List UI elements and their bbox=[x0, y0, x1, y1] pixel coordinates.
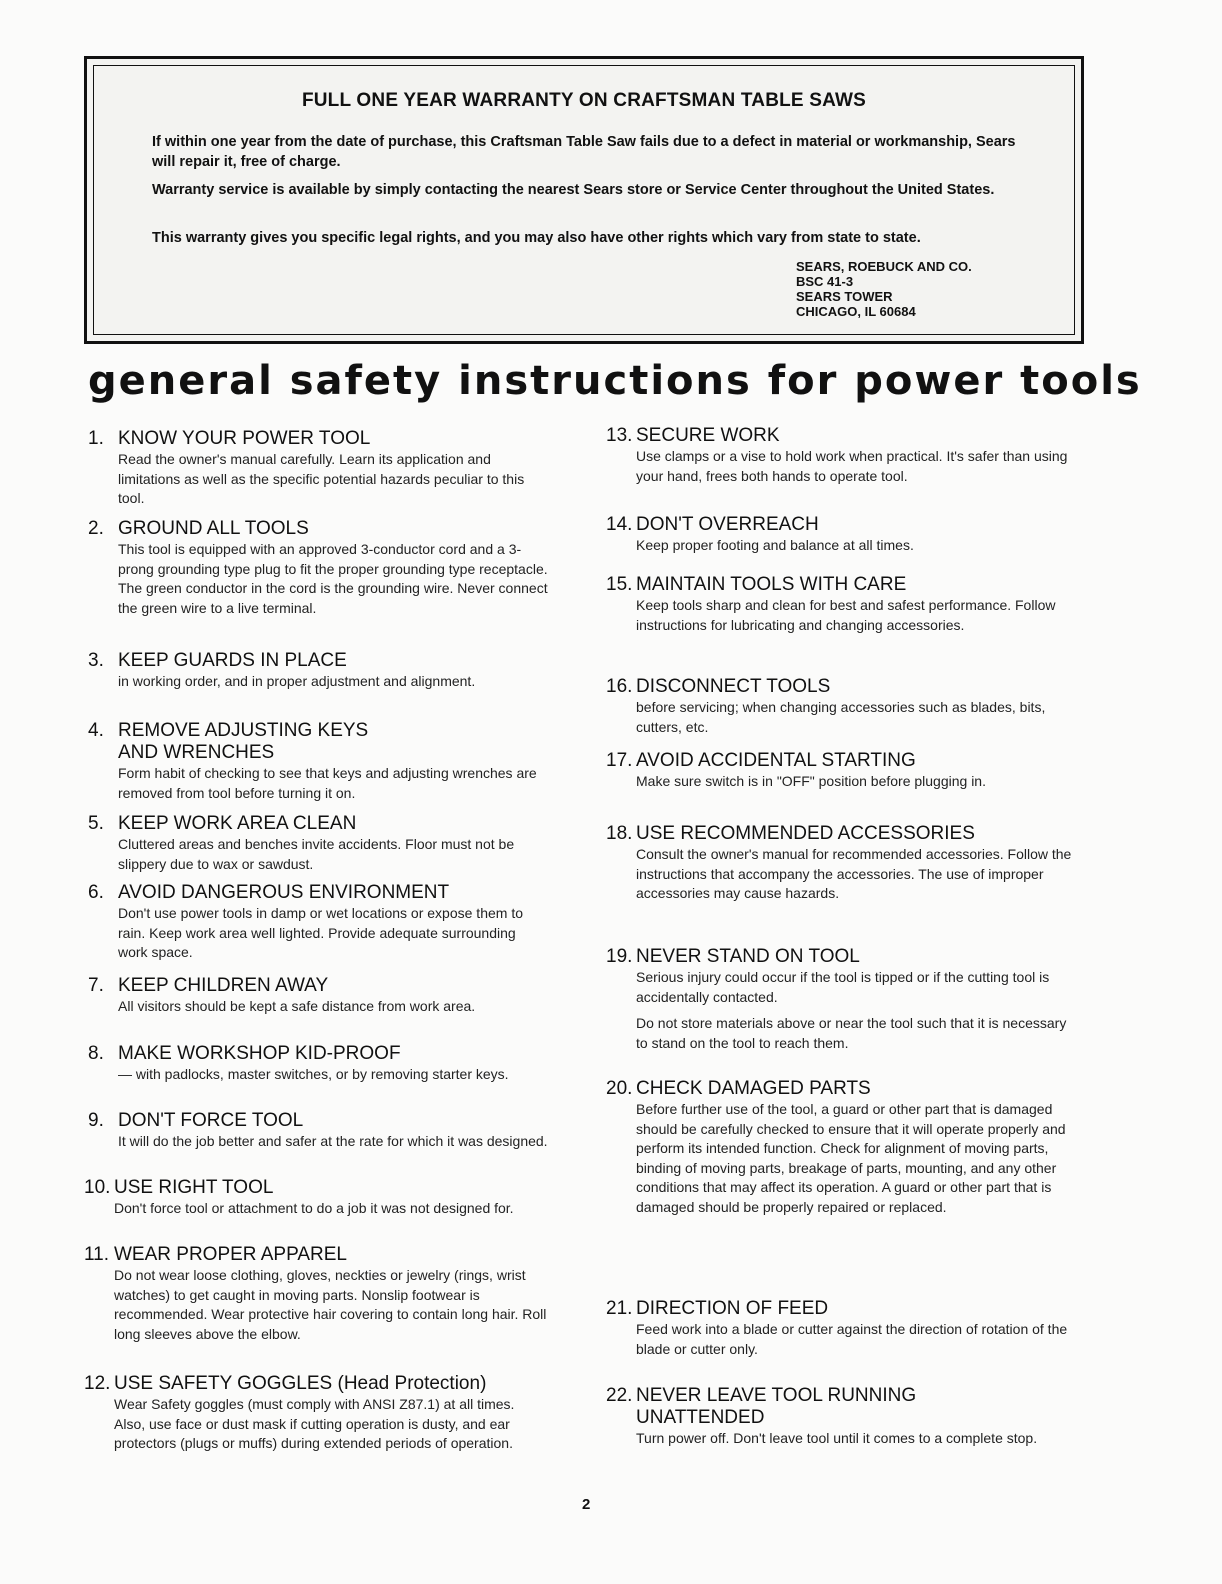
instruction-body: Cluttered areas and benches invite accidents. Floor must not be slippery due to wax or sawdust. bbox=[118, 836, 515, 872]
instruction-heading bbox=[88, 720, 548, 742]
instruction-item bbox=[606, 1385, 1078, 1449]
instruction-heading-text: GROUND ALL TOOLS bbox=[118, 518, 309, 539]
warranty-paragraph: This warranty gives you specific legal rights, and you may also have other rights which vary from state to state. bbox=[152, 230, 921, 246]
instruction-heading bbox=[606, 823, 1078, 845]
instruction-heading-text: AVOID DANGEROUS ENVIRONMENT bbox=[118, 882, 450, 903]
instruction-number: 18. bbox=[606, 823, 633, 844]
instruction-item bbox=[84, 1177, 548, 1219]
warranty-box bbox=[84, 56, 1084, 344]
instruction-heading bbox=[606, 676, 1078, 698]
instruction-heading bbox=[88, 882, 548, 904]
instruction-item bbox=[88, 428, 548, 509]
instruction-body: Read the owner's manual carefully. Learn its application and limitations as well as the specific potential hazards peculiar to this tool. bbox=[118, 451, 525, 506]
instruction-body: This tool is equipped with an approved 3-conductor cord and a 3-prong grounding type plug to fit the proper grounding type receptacle. The green conductor in the cord is the grounding wire. Never connect the green wire to a live terminal. bbox=[118, 541, 548, 616]
instruction-heading bbox=[84, 1373, 548, 1395]
instruction-body: Make sure switch is in "OFF" position before plugging in. bbox=[636, 773, 986, 789]
instruction-heading bbox=[88, 650, 548, 672]
instruction-item bbox=[606, 1078, 1084, 1217]
address-line: CHICAGO, IL 60684 bbox=[796, 304, 916, 319]
instruction-number: 9. bbox=[88, 1110, 104, 1131]
instruction-heading bbox=[606, 750, 1078, 772]
address-line: SEARS TOWER bbox=[796, 289, 893, 304]
instruction-heading bbox=[88, 813, 548, 835]
instruction-item bbox=[88, 1110, 548, 1152]
instruction-heading-text: WEAR PROPER APPAREL bbox=[114, 1244, 347, 1265]
instruction-body-extra: Do not store materials above or near the tool such that it is necessary to stand on the tool to reach them. bbox=[636, 1015, 1067, 1051]
instruction-body: Form habit of checking to see that keys and adjusting wrenches are removed from tool before turning it on. bbox=[118, 765, 537, 801]
instruction-body: Turn power off. Don't leave tool until it comes to a complete stop. bbox=[636, 1430, 1038, 1446]
instruction-heading bbox=[606, 946, 1078, 968]
instruction-number: 2. bbox=[88, 518, 104, 539]
instruction-body: Do not wear loose clothing, gloves, neckties or jewelry (rings, wrist watches) to get caught in moving parts. Nonslip footwear is recommended. Wear protective hair covering to contain long hair. Roll long sleeves above the elbow. bbox=[114, 1267, 547, 1342]
instruction-heading-text: KEEP CHILDREN AWAY bbox=[118, 975, 329, 996]
instruction-item bbox=[88, 813, 548, 874]
instruction-item bbox=[88, 518, 548, 618]
instruction-heading bbox=[88, 1110, 548, 1132]
address-line: SEARS, ROEBUCK AND CO. bbox=[796, 259, 972, 274]
instruction-heading-text: DISCONNECT TOOLS bbox=[636, 676, 831, 697]
instruction-heading-continued: AND WRENCHES bbox=[118, 742, 275, 763]
instruction-number: 1. bbox=[88, 428, 104, 449]
instruction-heading-text: KNOW YOUR POWER TOOL bbox=[118, 428, 371, 449]
instruction-body: Don't force tool or attachment to do a job it was not designed for. bbox=[114, 1200, 514, 1216]
instruction-body: All visitors should be kept a safe distance from work area. bbox=[118, 998, 476, 1014]
instruction-item bbox=[606, 574, 1078, 635]
instruction-heading bbox=[88, 428, 548, 450]
instruction-heading bbox=[88, 518, 548, 540]
instruction-body: — with padlocks, master switches, or by removing starter keys. bbox=[118, 1066, 509, 1082]
instruction-body: Consult the owner's manual for recommended accessories. Follow the instructions that accompany the accessories. The use of improper accessories may cause hazards. bbox=[636, 846, 1072, 901]
warranty-address bbox=[796, 259, 972, 319]
instruction-number: 10. bbox=[84, 1177, 111, 1198]
instruction-number: 5. bbox=[88, 813, 104, 834]
warranty-title: FULL ONE YEAR WARRANTY ON CRAFTSMAN TABLE SAWS bbox=[301, 90, 867, 111]
instruction-heading bbox=[606, 1078, 1084, 1100]
instruction-number: 15. bbox=[606, 574, 633, 595]
instruction-heading-text: USE RECOMMENDED ACCESSORIES bbox=[636, 823, 975, 844]
instruction-item bbox=[88, 1043, 548, 1085]
instruction-item bbox=[606, 1298, 1078, 1359]
instruction-heading bbox=[606, 1385, 1078, 1407]
instruction-number: 6. bbox=[88, 882, 104, 903]
instruction-body: in working order, and in proper adjustment and alignment. bbox=[118, 673, 476, 689]
instruction-heading-text: CHECK DAMAGED PARTS bbox=[636, 1078, 871, 1099]
instruction-heading-text: KEEP GUARDS IN PLACE bbox=[118, 650, 347, 671]
instruction-body: Serious injury could occur if the tool is tipped or if the cutting tool is accidentally contacted. bbox=[636, 969, 1050, 1005]
instruction-heading bbox=[88, 1043, 548, 1065]
warranty-inner-border bbox=[93, 65, 1075, 335]
instruction-item bbox=[84, 1244, 548, 1344]
instruction-heading-text: DIRECTION OF FEED bbox=[636, 1298, 829, 1319]
instruction-number: 12. bbox=[84, 1373, 111, 1394]
instruction-number: 19. bbox=[606, 946, 633, 967]
warranty-paragraph: Warranty service is available by simply contacting the nearest Sears store or Service Center throughout the United States. bbox=[152, 182, 995, 198]
instruction-heading-text: AVOID ACCIDENTAL STARTING bbox=[636, 750, 916, 771]
instruction-heading bbox=[84, 1244, 548, 1266]
instruction-item bbox=[88, 650, 548, 692]
instruction-heading-text: NEVER STAND ON TOOL bbox=[636, 946, 860, 967]
instruction-number: 22. bbox=[606, 1385, 633, 1406]
instruction-heading bbox=[606, 514, 1078, 536]
instruction-item bbox=[606, 425, 1078, 486]
instruction-heading-continued: UNATTENDED bbox=[636, 1407, 765, 1428]
warranty-paragraph: If within one year from the date of purchase, this Craftsman Table Saw fails due to a defect in material or workmanship, Sears will repair it, free of charge. bbox=[152, 134, 1016, 170]
instruction-item bbox=[84, 1373, 548, 1454]
instruction-body: Use clamps or a vise to hold work when practical. It's safer than using your hand, frees both hands to operate tool. bbox=[636, 448, 1068, 484]
instruction-number: 3. bbox=[88, 650, 104, 671]
instruction-heading-text: USE SAFETY GOGGLES (Head Protection) bbox=[114, 1373, 487, 1394]
instruction-heading bbox=[88, 975, 548, 997]
instruction-heading-text: MAINTAIN TOOLS WITH CARE bbox=[636, 574, 907, 595]
instruction-heading bbox=[606, 425, 1078, 447]
instruction-number: 21. bbox=[606, 1298, 633, 1319]
instruction-heading-text: REMOVE ADJUSTING KEYS bbox=[118, 720, 369, 741]
instruction-heading-text: MAKE WORKSHOP KID-PROOF bbox=[118, 1043, 401, 1064]
instruction-heading bbox=[84, 1177, 548, 1199]
instruction-item bbox=[88, 882, 548, 963]
instruction-item bbox=[606, 823, 1078, 904]
instruction-item bbox=[606, 946, 1078, 1053]
instruction-number: 7. bbox=[88, 975, 104, 996]
instruction-heading-text: NEVER LEAVE TOOL RUNNING bbox=[636, 1385, 917, 1406]
page-title: general safety instructions for power tools bbox=[88, 358, 1142, 404]
instruction-body: before servicing; when changing accessories such as blades, bits, cutters, etc. bbox=[636, 699, 1046, 735]
instruction-body: Don't use power tools in damp or wet locations or expose them to rain. Keep work area well lighted. Provide adequate surrounding work space. bbox=[118, 905, 523, 960]
instruction-body: Feed work into a blade or cutter against the direction of rotation of the blade or cutter only. bbox=[636, 1321, 1068, 1357]
instruction-number: 20. bbox=[606, 1078, 633, 1099]
instruction-number: 16. bbox=[606, 676, 633, 697]
instruction-body: It will do the job better and safer at the rate for which it was designed. bbox=[118, 1133, 548, 1149]
instruction-heading-text: DON'T FORCE TOOL bbox=[118, 1110, 304, 1131]
instruction-body: Before further use of the tool, a guard or other part that is damaged should be carefully checked to ensure that it will operate properly and perform its intended function. Check for alignment of moving parts, binding of moving parts, breakage of parts, mounting, and any other conditions that may affect its operation. A guard or other part that is damaged should be properly repaired or replaced. bbox=[636, 1101, 1066, 1215]
address-line: BSC 41-3 bbox=[796, 274, 854, 289]
instruction-heading-text: USE RIGHT TOOL bbox=[114, 1177, 274, 1198]
instruction-number: 4. bbox=[88, 720, 104, 741]
instruction-heading bbox=[606, 1298, 1078, 1320]
instruction-body: Wear Safety goggles (must comply with ANSI Z87.1) at all times. Also, use face or dust mask if cutting operation is dusty, and ear protectors (plugs or muffs) during extended periods of operation. bbox=[114, 1396, 515, 1451]
page-number: 2 bbox=[582, 1496, 591, 1513]
instruction-number: 8. bbox=[88, 1043, 104, 1064]
instruction-body: Keep tools sharp and clean for best and safest performance. Follow instructions for lubricating and changing accessories. bbox=[636, 597, 1056, 633]
instruction-heading bbox=[606, 574, 1078, 596]
instruction-item bbox=[606, 514, 1078, 556]
instruction-item bbox=[606, 750, 1078, 792]
instruction-number: 11. bbox=[84, 1244, 110, 1265]
instruction-heading-text: SECURE WORK bbox=[636, 425, 780, 446]
instruction-number: 17. bbox=[606, 750, 633, 771]
instruction-body: Keep proper footing and balance at all times. bbox=[636, 537, 914, 553]
instruction-heading-text: KEEP WORK AREA CLEAN bbox=[118, 813, 357, 834]
instruction-number: 13. bbox=[606, 425, 633, 446]
instruction-item bbox=[88, 975, 548, 1017]
instruction-heading-text: DON'T OVERREACH bbox=[636, 514, 819, 535]
instruction-number: 14. bbox=[606, 514, 633, 535]
instruction-item bbox=[88, 720, 548, 803]
instruction-item bbox=[606, 676, 1078, 737]
